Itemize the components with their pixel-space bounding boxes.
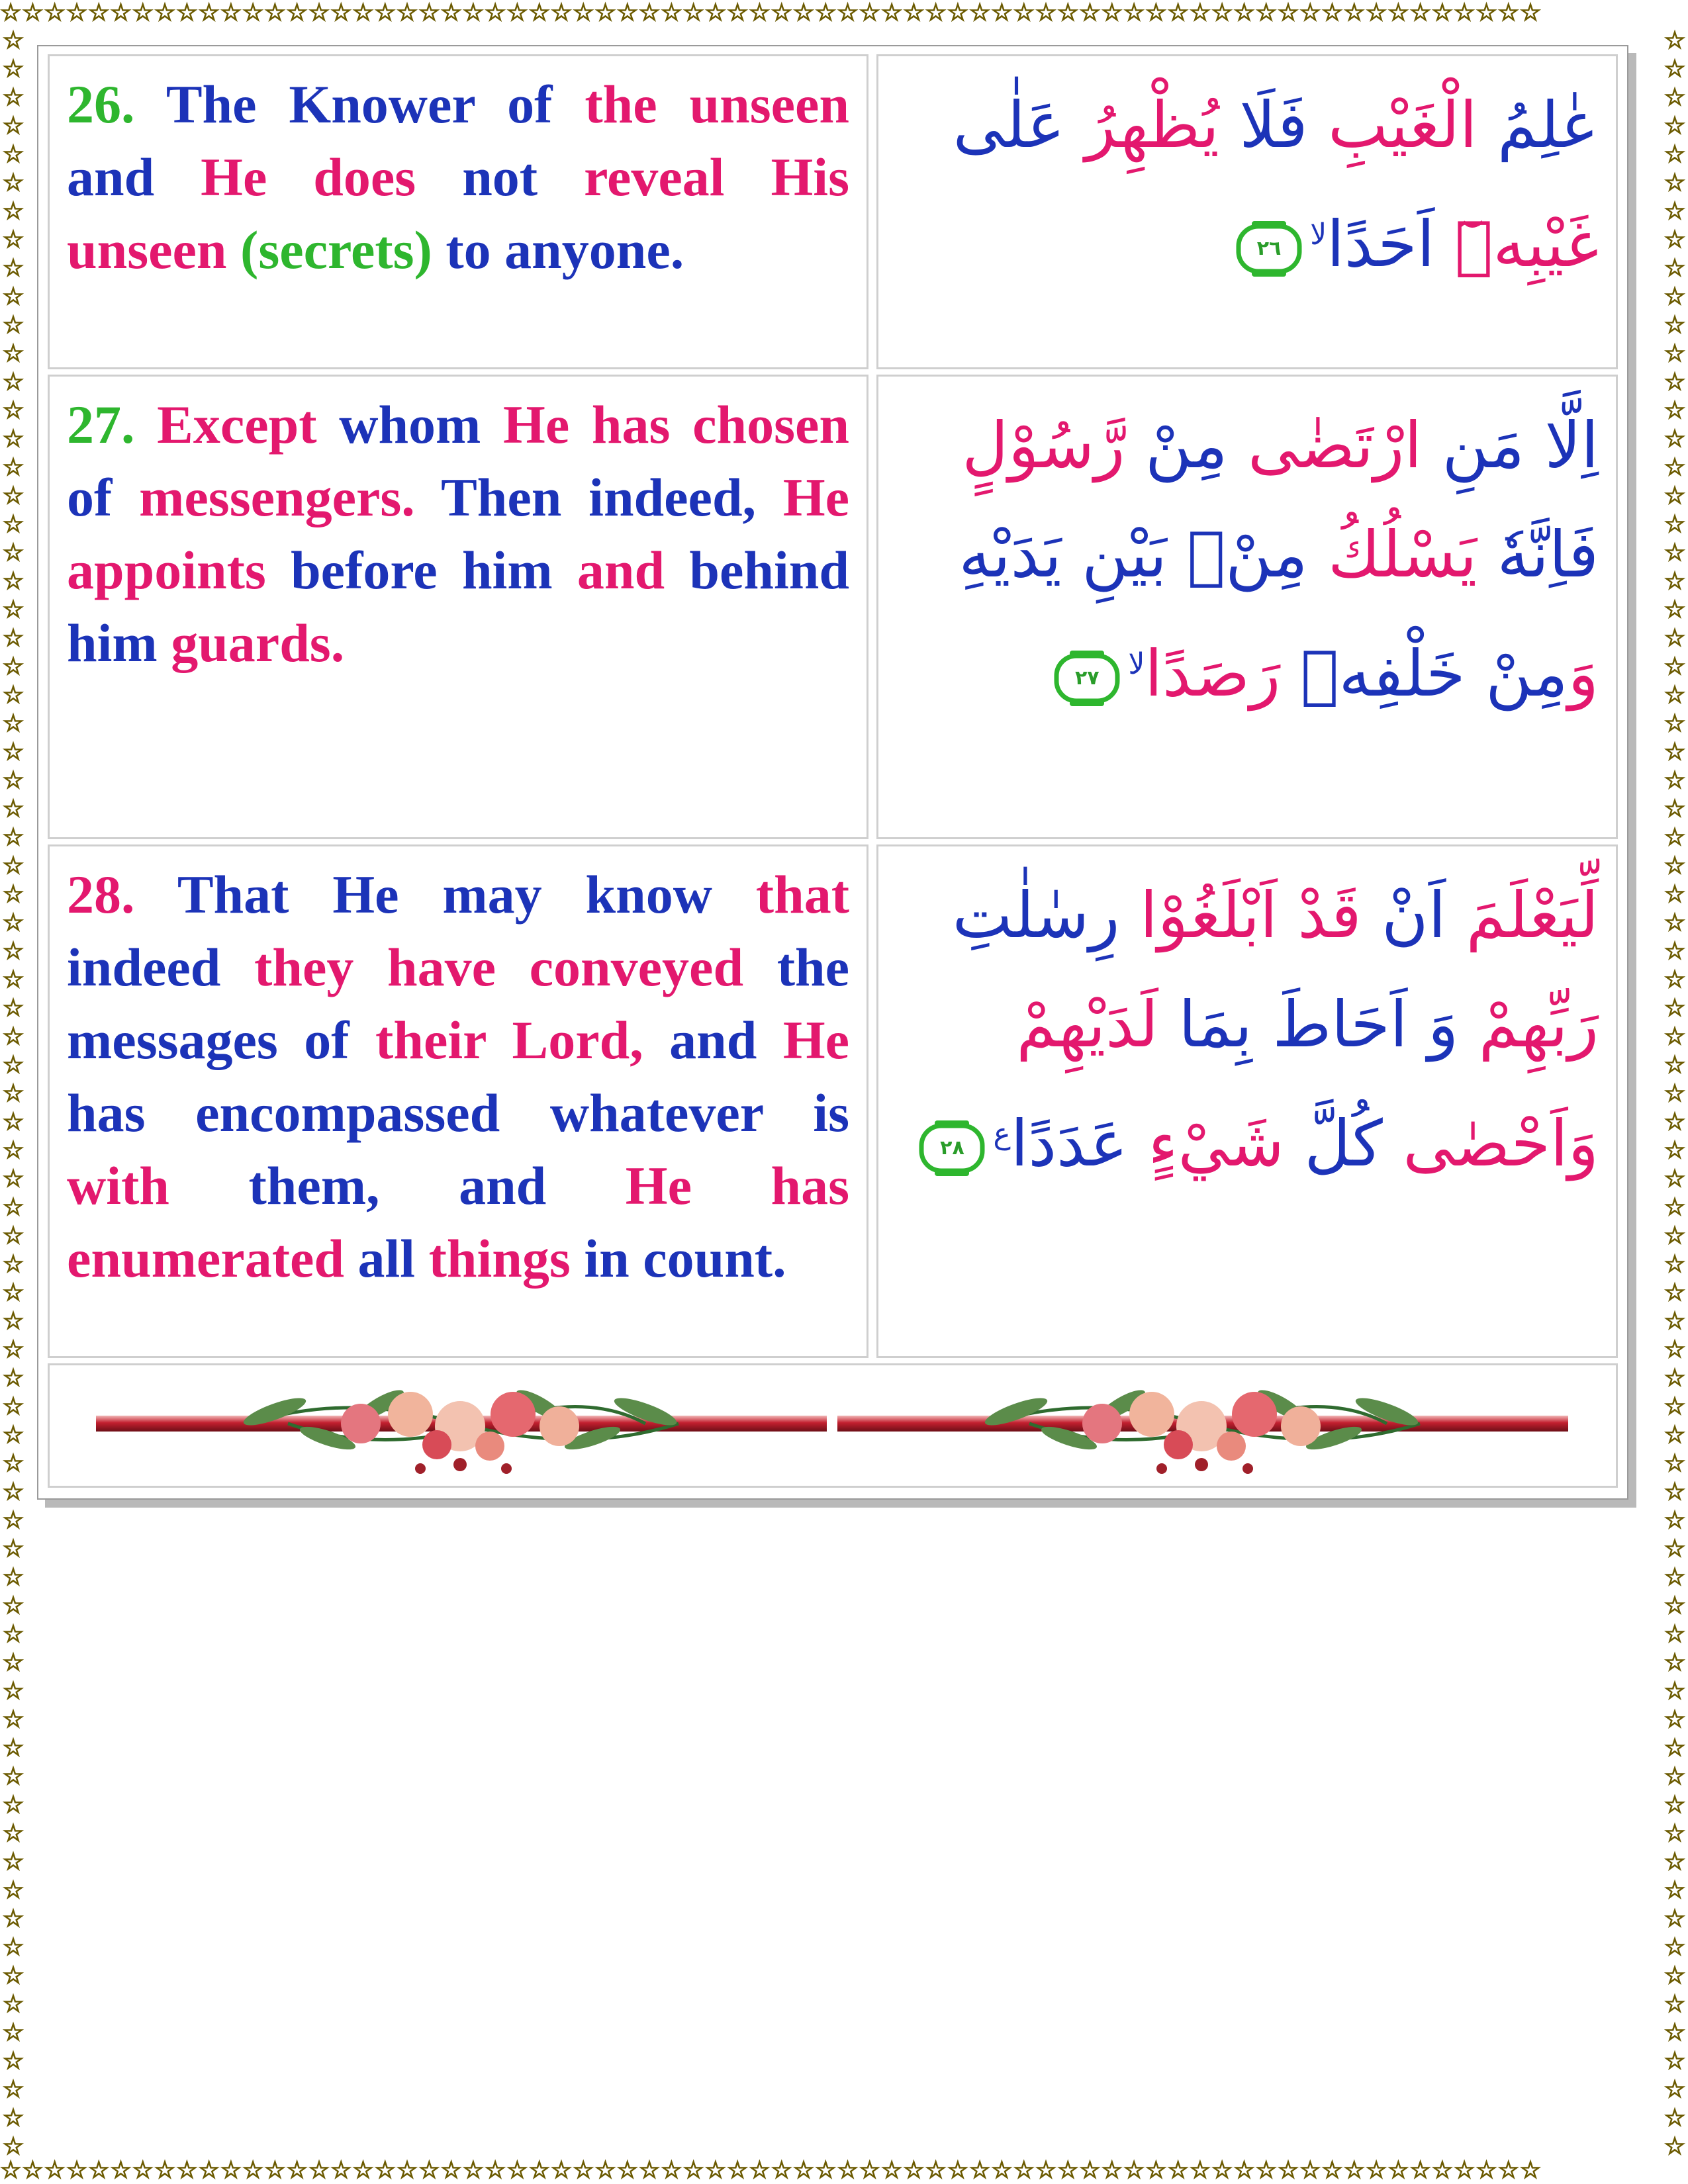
arabic-segment: شَيْءٍ — [1127, 1107, 1284, 1181]
english-segment: That He may know — [134, 864, 756, 925]
arabic-segment: ارْتَضٰى — [1227, 408, 1423, 482]
arabic-segment: عَدَدًا — [1010, 1107, 1128, 1181]
ayah-end-marker — [917, 1119, 986, 1177]
english-segment: has encompassed whatever is — [67, 1083, 849, 1143]
arabic-segment: يَسْلُكُ — [1307, 518, 1477, 592]
arabic-segment: كُلَّ — [1284, 1107, 1383, 1181]
arabic-cell — [876, 375, 1618, 839]
english-segment: (secrets) — [240, 220, 432, 280]
ayah-number: ٢٦ — [1256, 236, 1282, 260]
arabic-segment: يُظْهِرُ — [1064, 88, 1219, 162]
english-segment: the unseen — [585, 74, 849, 134]
arabic-segment: الْغَيْبِ — [1307, 88, 1477, 162]
english-segment: with — [67, 1156, 249, 1216]
arabic-verse — [896, 71, 1599, 299]
english-segment: all — [357, 1228, 429, 1289]
english-segment: them, and — [248, 1156, 626, 1216]
verse-row-28 — [48, 844, 1618, 1358]
english-segment: and — [669, 1010, 783, 1070]
english-segment: to anyone. — [432, 220, 684, 280]
ayah-end-marker — [1053, 649, 1121, 707]
arabic-verse — [896, 861, 1599, 1199]
arabic-segment: لَدَيْهِمْ — [1016, 987, 1158, 1062]
arabic-segment: عَلٰى — [953, 88, 1065, 162]
english-segment: indeed — [67, 937, 255, 997]
arabic-segment: وَاَحْصٰى — [1382, 1107, 1599, 1181]
arabic-verse — [896, 391, 1599, 729]
floral-divider-image — [50, 1365, 1616, 1486]
arabic-segment: خَلْفِهٖ — [1280, 637, 1466, 711]
arabic-segment: وَ — [1407, 987, 1459, 1062]
english-segment: 27. — [67, 394, 135, 455]
english-segment: whom — [339, 394, 504, 455]
arabic-segment: مِنْ — [1465, 637, 1568, 711]
english-cell — [48, 54, 868, 369]
english-segment: He — [782, 1010, 850, 1070]
english-segment: He appoints — [67, 467, 849, 600]
arabic-segment: اِلَّا — [1524, 408, 1599, 482]
star-border-left: ☆☆☆☆☆☆☆☆☆☆☆☆☆☆☆☆☆☆☆☆☆☆☆☆☆☆☆☆☆☆☆☆☆☆☆☆☆☆☆☆☆☆☆☆☆☆☆☆☆☆☆☆☆☆☆☆☆☆☆☆☆☆☆☆☆☆☆☆☆☆☆☆☆☆☆ — [2, 27, 24, 2158]
english-segment: reveal His unseen — [67, 147, 849, 280]
arabic-segment: اَبْلَغُوْا — [1119, 878, 1278, 952]
english-segment: He has enumerated — [67, 1156, 850, 1289]
english-segment: Except — [134, 394, 340, 455]
english-segment: and — [67, 147, 201, 207]
arabic-segment: مِنْۢ — [1166, 518, 1308, 592]
arabic-segment: وَ — [1568, 637, 1599, 711]
arabic-segment: فَاِنَّهٗ — [1477, 518, 1599, 592]
english-segment: things — [428, 1228, 585, 1289]
english-segment: messengers. — [139, 467, 442, 527]
english-segment: 28. — [67, 864, 135, 925]
ayah-end-marker — [1235, 220, 1303, 278]
waqf-pause-mark: لا — [1310, 218, 1327, 251]
english-segment: The Knower of — [134, 74, 585, 134]
english-translation — [67, 858, 849, 1295]
arabic-segment: بِمَا — [1158, 987, 1252, 1062]
arabic-cell — [876, 844, 1618, 1358]
arabic-segment: اَنْ — [1361, 878, 1446, 952]
arabic-segment: اَحَاطَ — [1252, 987, 1408, 1062]
arabic-segment: رَصَدًا — [1145, 637, 1281, 711]
arabic-segment: اَحَدًا — [1327, 207, 1435, 281]
english-segment: He has chosen — [503, 394, 849, 455]
english-segment: before him — [291, 540, 577, 600]
english-segment: they have conveyed — [254, 937, 777, 997]
arabic-segment: رَّسُوْلٍ — [962, 408, 1125, 482]
english-segment: and — [577, 540, 690, 600]
english-segment: of — [67, 467, 140, 527]
verse-table — [37, 45, 1628, 1500]
star-border-top: ☆☆☆☆☆☆☆☆☆☆☆☆☆☆☆☆☆☆☆☆☆☆☆☆☆☆☆☆☆☆☆☆☆☆☆☆☆☆☆☆☆☆☆☆☆☆☆☆☆☆☆☆☆☆☆☆☆☆☆☆☆☆☆☆☆☆☆☆☆☆ — [0, 0, 1542, 26]
waqf-pause-mark: ع — [993, 1117, 1011, 1151]
arabic-segment: يَدَيْهِ — [959, 518, 1062, 592]
english-segment: 26. — [67, 74, 135, 134]
verse-row-26 — [48, 54, 1618, 369]
english-segment: the messages of — [67, 937, 850, 1070]
ayah-number: ٢٨ — [940, 1136, 964, 1160]
arabic-segment: عٰلِمُ — [1477, 88, 1599, 162]
arabic-segment: غَيْبِهٖٓ — [1434, 207, 1599, 281]
verse-row-27 — [48, 375, 1618, 839]
english-segment: Then indeed, — [441, 467, 783, 527]
ornament-cell — [48, 1363, 1618, 1488]
english-segment: He does — [201, 147, 463, 207]
arabic-segment: لِّيَعْلَمَ — [1446, 878, 1599, 952]
english-segment: in count. — [584, 1228, 786, 1289]
arabic-segment: رِسٰلٰتِ — [952, 878, 1120, 952]
english-translation — [67, 388, 849, 680]
ayah-number: ٢٧ — [1075, 666, 1100, 690]
arabic-segment: قَدْ — [1277, 878, 1362, 952]
waqf-pause-mark: لا — [1128, 647, 1145, 681]
english-segment: behind him — [67, 540, 849, 673]
arabic-segment: بَيْنِ — [1061, 518, 1167, 592]
english-segment: their Lord, — [375, 1010, 670, 1070]
star-border-bottom: ☆☆☆☆☆☆☆☆☆☆☆☆☆☆☆☆☆☆☆☆☆☆☆☆☆☆☆☆☆☆☆☆☆☆☆☆☆☆☆☆☆☆☆☆☆☆☆☆☆☆☆☆☆☆☆☆☆☆☆☆☆☆☆☆☆☆☆☆☆☆ — [0, 2158, 1542, 2184]
arabic-segment: مَنِ — [1422, 408, 1525, 482]
star-border-right: ☆☆☆☆☆☆☆☆☆☆☆☆☆☆☆☆☆☆☆☆☆☆☆☆☆☆☆☆☆☆☆☆☆☆☆☆☆☆☆☆☆☆☆☆☆☆☆☆☆☆☆☆☆☆☆☆☆☆☆☆☆☆☆☆☆☆☆☆☆☆☆☆☆☆☆ — [1664, 27, 1686, 2158]
english-cell — [48, 844, 868, 1358]
english-segment: guards. — [171, 613, 345, 673]
arabic-segment: مِنْ — [1125, 408, 1228, 482]
english-segment: that — [755, 864, 849, 925]
english-translation — [67, 68, 849, 287]
ornament-row — [48, 1363, 1618, 1488]
english-segment: not — [462, 147, 585, 207]
arabic-segment: رَبِّهِمْ — [1458, 987, 1599, 1062]
arabic-cell — [876, 54, 1618, 369]
arabic-segment: فَلَا — [1219, 88, 1308, 162]
english-cell — [48, 375, 868, 839]
